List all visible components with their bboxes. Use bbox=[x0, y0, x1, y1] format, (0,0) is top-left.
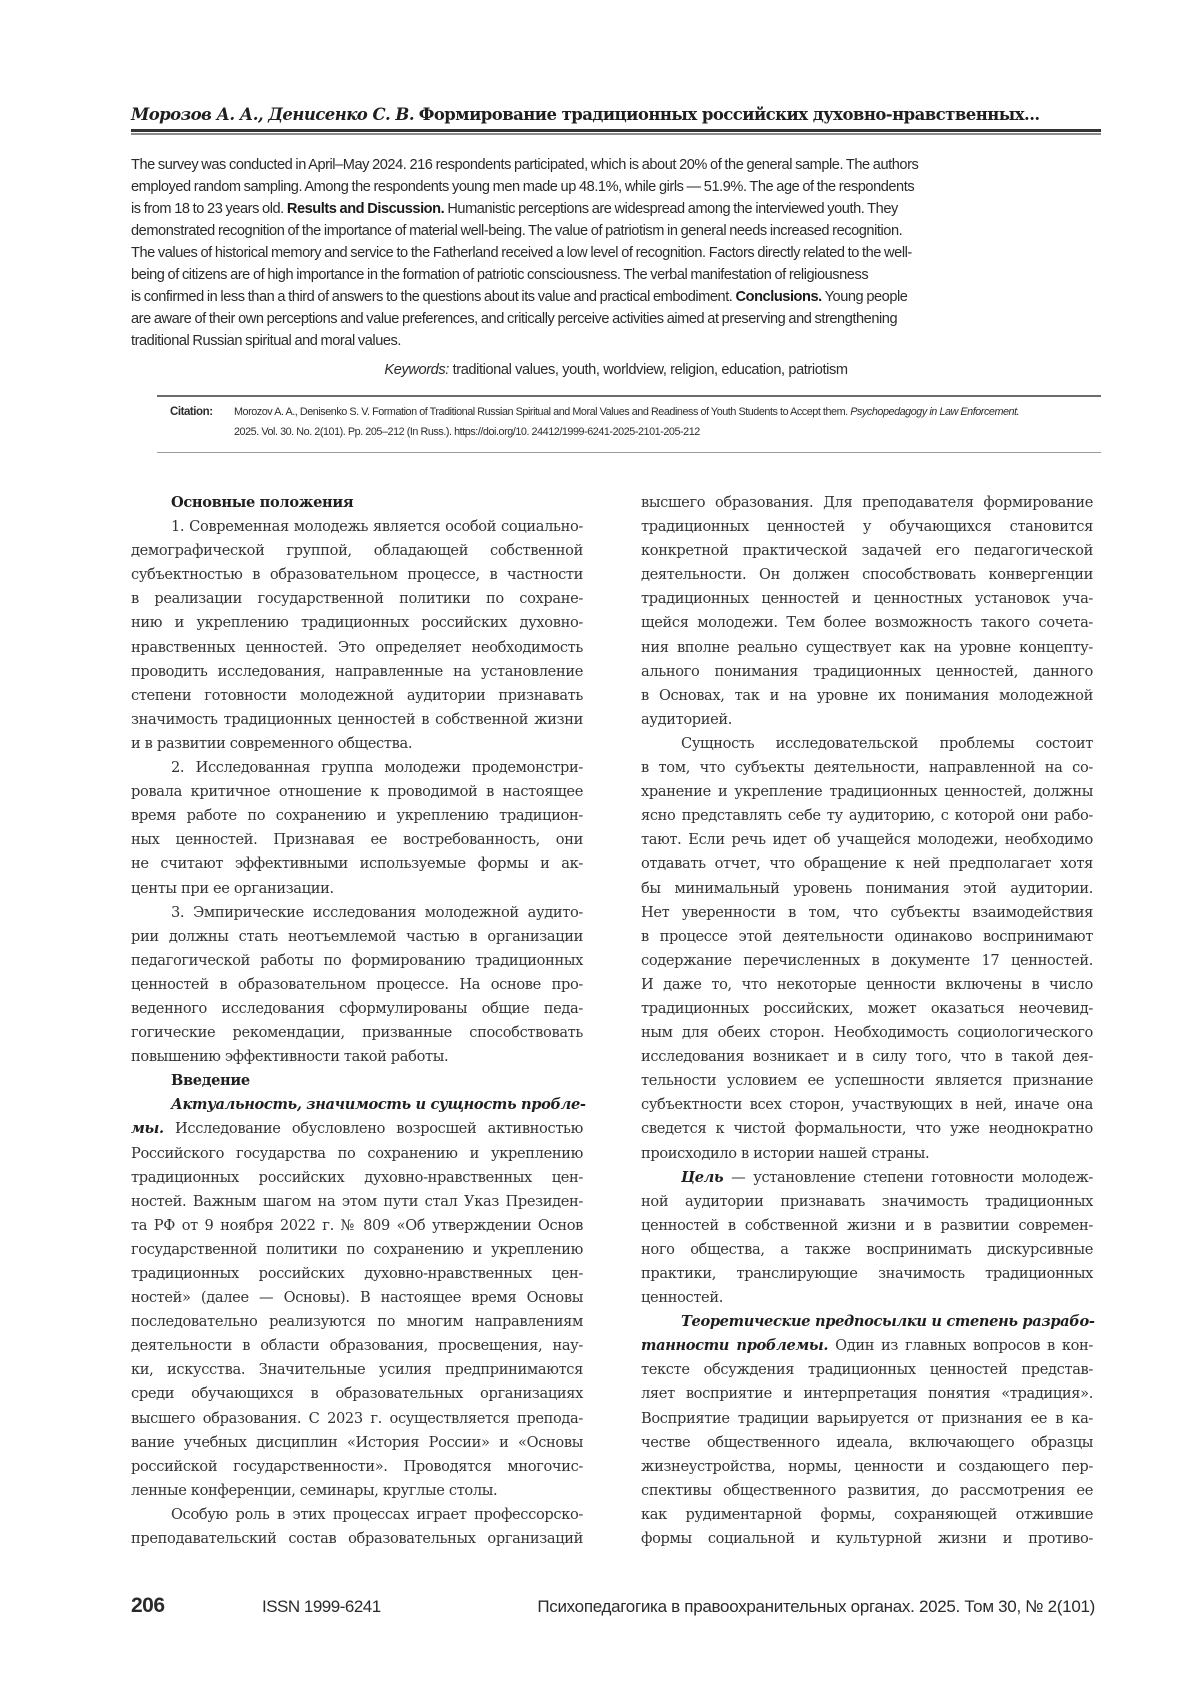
text-line bbox=[131, 1334, 583, 1358]
text-line bbox=[641, 1214, 1093, 1238]
abstract-line bbox=[131, 176, 1101, 198]
body-text: рии должны стать неотъемлемой частью в организации bbox=[131, 927, 583, 945]
text-line bbox=[641, 1142, 1093, 1166]
body-text: тексте обсуждения традиционных ценностей представ- bbox=[641, 1361, 1093, 1379]
text-line bbox=[641, 1310, 1093, 1334]
body-text: в Основах, так и на уровне их понимания молодежной bbox=[641, 686, 1093, 704]
text-line bbox=[131, 1045, 583, 1069]
text-line bbox=[641, 1431, 1093, 1455]
text-line bbox=[641, 1527, 1093, 1551]
text-line bbox=[641, 949, 1093, 973]
subsection-heading: мы. bbox=[131, 1120, 164, 1138]
text-line bbox=[641, 1262, 1093, 1286]
abstract-continuation bbox=[131, 154, 1101, 352]
abstract-line bbox=[131, 308, 1101, 330]
text-line bbox=[641, 611, 1093, 635]
body-text: традиционных российских духовно-нравственных цен- bbox=[131, 1168, 583, 1186]
text-line bbox=[641, 1407, 1093, 1431]
text-line bbox=[641, 1503, 1093, 1527]
body-text: тают. Если речь идет об учащейся молодежи, необходимо bbox=[641, 831, 1093, 849]
text-line bbox=[641, 1358, 1093, 1382]
text-line bbox=[131, 1021, 583, 1045]
subsection-heading: Цель bbox=[681, 1168, 724, 1186]
text-line bbox=[131, 1431, 583, 1455]
text-line bbox=[131, 491, 583, 515]
text-line bbox=[641, 1166, 1093, 1190]
text-line bbox=[641, 708, 1093, 732]
text-line bbox=[641, 973, 1093, 997]
body-text: российской государственности». Проводятся многочис- bbox=[131, 1457, 583, 1475]
text-line bbox=[131, 1358, 583, 1382]
subsection-heading: танности проблемы. bbox=[641, 1337, 829, 1355]
text-line bbox=[131, 708, 583, 732]
body-text: ясно представлять себе ту аудиторию, с которой они рабо- bbox=[641, 807, 1093, 825]
body-text: содержание перечисленных в документе 17 ценностей. bbox=[641, 951, 1093, 969]
text-line bbox=[641, 539, 1093, 563]
abstract-text: is confirmed in less than a third of answers to the questions about its value and practical embodiment. bbox=[131, 289, 736, 305]
keywords-text: traditional values, youth, worldview, religion, education, patriotism bbox=[448, 362, 848, 378]
body-text: время работе по сохранению и укреплению традицион- bbox=[131, 807, 583, 825]
text-line bbox=[131, 539, 583, 563]
body-text: честве общественного идеала, включающего образцы bbox=[641, 1433, 1093, 1451]
body-text: Один из главных вопросов в кон- bbox=[828, 1337, 1093, 1355]
text-line bbox=[131, 756, 583, 780]
text-line bbox=[641, 1286, 1093, 1310]
text-line bbox=[641, 1093, 1093, 1117]
text-line bbox=[641, 732, 1093, 756]
abstract-text: demonstrated recognition of the importance of material well-being. The value of patriotism in general needs increased recognition. bbox=[131, 223, 903, 239]
body-text: ного общества, а также воспринимать дискурсивные bbox=[641, 1240, 1093, 1258]
citation-line-1 bbox=[234, 402, 1100, 422]
text-line bbox=[131, 636, 583, 660]
running-head-title: Формирование традиционных российских духовно-нравственных... bbox=[418, 105, 1040, 124]
body-text: ровала критичное отношение к проводимой в настоящее bbox=[131, 783, 583, 801]
body-text: жизнеустройства, нормы, ценности и создающего пер- bbox=[641, 1457, 1093, 1475]
body-text: Восприятие традиции варьируется от признания ее в ка- bbox=[641, 1409, 1093, 1427]
body-text: педагогической работы по формированию традиционных bbox=[131, 951, 583, 969]
abstract-text: traditional Russian spiritual and moral values. bbox=[131, 333, 401, 349]
text-line bbox=[641, 901, 1093, 925]
text-line bbox=[131, 587, 583, 611]
text-line bbox=[131, 852, 583, 876]
text-line bbox=[131, 1262, 583, 1286]
text-line bbox=[641, 1117, 1093, 1141]
citation-line-2[interactable]: 2025. Vol. 30. No. 2(101). Pp. 205–212 (In Russ.). https://doi.org/10. 24412/1999-6241-2025-2101-205-212 bbox=[234, 426, 700, 438]
text-line bbox=[641, 660, 1093, 684]
text-line bbox=[131, 1455, 583, 1479]
text-line bbox=[131, 1503, 583, 1527]
body-text: высшего образования. С 2023 г. осуществляется препода- bbox=[131, 1409, 583, 1427]
text-line bbox=[131, 828, 583, 852]
body-text: сведется к чистой формальности, что уже неоднократно bbox=[641, 1120, 1093, 1138]
text-line bbox=[131, 901, 583, 925]
text-line bbox=[641, 1479, 1093, 1503]
text-line bbox=[641, 563, 1093, 587]
text-line bbox=[131, 997, 583, 1021]
body-text: спективы общественного развития, до рассмотрения ее bbox=[641, 1481, 1093, 1499]
body-text: субъектности всех сторон, участвующих в ней, иначе она bbox=[641, 1096, 1093, 1114]
text-line bbox=[641, 997, 1093, 1021]
abstract-line bbox=[131, 198, 1101, 220]
body-text: — установление степени готовности молодеж- bbox=[723, 1168, 1093, 1186]
abstract-text: Young people bbox=[821, 289, 908, 305]
abstract-line bbox=[131, 286, 1101, 308]
body-text: центы при ее организации. bbox=[131, 879, 334, 897]
text-line bbox=[641, 756, 1093, 780]
abstract-line bbox=[131, 330, 1101, 352]
body-text: традиционных российских, может оказаться неочевид- bbox=[641, 999, 1093, 1017]
abstract-line bbox=[131, 264, 1101, 286]
text-line bbox=[131, 1407, 583, 1431]
text-line bbox=[641, 804, 1093, 828]
citation-rule-bottom bbox=[157, 452, 1101, 453]
text-line bbox=[131, 684, 583, 708]
body-text: щейся молодежи. Тем более возможность такого сочета- bbox=[641, 614, 1093, 632]
text-line bbox=[131, 1286, 583, 1310]
body-text: Сущность исследовательской проблемы состоит bbox=[681, 734, 1093, 752]
abstract-line bbox=[131, 220, 1101, 242]
abstract-text: are aware of their own perceptions and value preferences, and critically perceive activities aimed at preserving and strengthening bbox=[131, 311, 898, 327]
body-text: деятельности в области образования, просвещения, нау- bbox=[131, 1337, 583, 1355]
text-line bbox=[131, 1479, 583, 1503]
body-column-left bbox=[131, 491, 586, 1551]
body-text: субъектностью в образовательном процессе, в частности bbox=[131, 566, 583, 584]
keywords bbox=[0, 362, 1200, 378]
body-text: происходило в истории нашей страны. bbox=[641, 1144, 930, 1162]
body-text: Особую роль в этих процессах играет профессорско- bbox=[171, 1505, 583, 1523]
text-line bbox=[131, 1142, 583, 1166]
abstract-section-label: Results and Discussion. bbox=[286, 201, 445, 217]
text-line bbox=[131, 515, 583, 539]
text-line bbox=[131, 973, 583, 997]
body-text: ния вполне реально существует как на уровне концепту- bbox=[641, 638, 1093, 656]
abstract-text: employed random sampling. Among the respondents young men made up 48.1%, while girls — 51.9%. The age of the respondents bbox=[131, 179, 915, 195]
text-line bbox=[641, 828, 1093, 852]
text-line bbox=[131, 1190, 583, 1214]
body-text: формы социальной и культурной жизни и противо- bbox=[641, 1530, 1093, 1548]
citation-journal: Psychopedagogy in Law Enforcement. bbox=[850, 406, 1020, 418]
text-line bbox=[641, 780, 1093, 804]
body-text: практики, транслирующие значимость традиционных bbox=[641, 1265, 1093, 1282]
body-text: ным для обеих сторон. Необходимость социологического bbox=[641, 1024, 1093, 1042]
body-text: та РФ от 9 ноября 2022 г. № 809 «Об утверждении Основ bbox=[131, 1216, 583, 1234]
keywords-label: Keywords: bbox=[384, 362, 449, 378]
body-column-right bbox=[641, 491, 1093, 1551]
text-line bbox=[131, 1382, 583, 1406]
body-text: ных ценностей. Признавая ее востребованность, они bbox=[131, 831, 583, 849]
body-text: и в развитии современного общества. bbox=[131, 734, 413, 752]
body-text: Нет уверенности в том, что субъекты взаимодействия bbox=[641, 903, 1093, 921]
text-line bbox=[131, 660, 583, 684]
body-text: 2. Исследованная группа молодежи продемонстри- bbox=[171, 759, 583, 777]
body-text: последовательно реализуются по многим направлениям bbox=[131, 1313, 583, 1331]
text-line bbox=[131, 1214, 583, 1238]
body-text: вание учебных дисциплин «История России» и «Основы bbox=[131, 1433, 583, 1451]
text-line bbox=[641, 1455, 1093, 1479]
issn: ISSN 1999-6241 bbox=[262, 1597, 381, 1616]
text-line bbox=[131, 1069, 583, 1093]
text-line bbox=[131, 877, 583, 901]
citation-rule-top bbox=[157, 395, 1101, 397]
body-text: нию и укреплению традиционных российских духовно- bbox=[131, 614, 583, 632]
abstract-section-label: Conclusions. bbox=[735, 289, 822, 305]
text-line bbox=[641, 636, 1093, 660]
body-text: бы минимальный уровень понимания этой аудитории. bbox=[641, 879, 1093, 897]
body-text: демографической группой, обладающей собственной bbox=[131, 542, 583, 560]
header-rule-thick bbox=[131, 129, 1101, 132]
abstract-text: The survey was conducted in April–May 2024. 216 respondents participated, which is about 20% of the general sample. The authors bbox=[131, 157, 919, 173]
body-text: в процессе этой деятельности одинаково воспринимают bbox=[641, 927, 1093, 945]
abstract-text: being of citizens are of high importance in the formation of patriotic consciousness. The verbal manifestation of religiousness bbox=[131, 267, 869, 283]
body-text: преподавательский состав образовательных организаций bbox=[131, 1530, 583, 1548]
abstract-text: is from 18 to 23 years old. bbox=[131, 201, 287, 217]
body-text: ального понимания традиционных ценностей, данного bbox=[641, 662, 1093, 680]
text-line bbox=[131, 949, 583, 973]
body-text: ки, искусства. Значительные усилия предпринимаются bbox=[131, 1361, 583, 1379]
text-line bbox=[131, 925, 583, 949]
text-line bbox=[641, 1069, 1093, 1093]
text-line bbox=[131, 732, 583, 756]
text-line bbox=[131, 780, 583, 804]
body-text: 3. Эмпирические исследования молодежной аудито- bbox=[171, 903, 583, 921]
text-line bbox=[641, 1334, 1093, 1358]
body-text: гогические рекомендации, призванные способствовать bbox=[131, 1024, 583, 1042]
header-rule-thin bbox=[131, 133, 1101, 135]
body-text: среди обучающихся в образовательных организациях bbox=[131, 1385, 583, 1403]
page-number: 206 bbox=[131, 1594, 165, 1617]
text-line bbox=[641, 587, 1093, 611]
text-line bbox=[131, 1238, 583, 1262]
body-text: не считают эффективными используемые формы и ак- bbox=[131, 855, 583, 873]
body-text: повышению эффективности такой работы. bbox=[131, 1048, 449, 1066]
text-line bbox=[641, 515, 1093, 539]
body-text: как рудиментарной формы, сохраняющей отжившие bbox=[641, 1505, 1093, 1523]
text-line bbox=[641, 1021, 1093, 1045]
body-text: аудиторией. bbox=[641, 710, 733, 728]
text-line bbox=[131, 1166, 583, 1190]
body-text: 1. Современная молодежь является особой социально- bbox=[171, 518, 583, 536]
text-line bbox=[131, 1117, 583, 1141]
abstract-text: Humanistic perceptions are widespread among the interviewed youth. They bbox=[444, 201, 898, 217]
body-text: исследования возникает и в силу того, что в такой дея- bbox=[641, 1048, 1093, 1066]
body-text: веденного исследования сформулированы общие педа- bbox=[131, 999, 583, 1017]
running-head-authors: Морозов А. А., Денисенко С. В. bbox=[131, 105, 415, 124]
body-text: в реализации государственной политики по сохране- bbox=[131, 590, 583, 608]
body-text: традиционных российских духовно-нравственных цен- bbox=[131, 1265, 583, 1282]
body-text: тельности условием ее успешности является признание bbox=[641, 1072, 1093, 1090]
body-text: ляет восприятие и интерпретация понятия «традиция». bbox=[641, 1385, 1093, 1403]
text-line bbox=[131, 1310, 583, 1334]
section-heading: Основные положения bbox=[171, 494, 354, 511]
body-text: ценностей. bbox=[641, 1289, 724, 1307]
body-text: ленные конференции, семинары, круглые столы. bbox=[131, 1481, 498, 1499]
text-line bbox=[641, 1045, 1093, 1069]
section-heading: Введение bbox=[171, 1072, 250, 1090]
body-text: в том, что субъекты деятельности, направленной на со- bbox=[641, 759, 1093, 777]
text-line bbox=[131, 611, 583, 635]
subsection-heading: Теоретические предпосылки и степень разрабо- bbox=[681, 1313, 1095, 1331]
journal-issue: Психопедагогика в правоохранительных органах. 2025. Том 30, № 2(101) bbox=[537, 1597, 1095, 1616]
text-line bbox=[641, 877, 1093, 901]
running-head bbox=[131, 104, 1101, 126]
text-line bbox=[641, 1238, 1093, 1262]
body-text: отдавать отчет, что обращение к ней предполагает хотя bbox=[641, 855, 1093, 873]
body-text: ценностей в образовательном процессе. На основе про- bbox=[131, 975, 583, 993]
abstract-text: The values of historical memory and service to the Fatherland received a low level of recognition. Factors directly related to the well- bbox=[131, 245, 912, 261]
text-line bbox=[131, 1527, 583, 1551]
body-text: хранение и укрепление традиционных ценностей, должны bbox=[641, 783, 1093, 801]
text-line bbox=[131, 563, 583, 587]
body-text: значимость традиционных ценностей в собственной жизни bbox=[131, 710, 583, 728]
abstract-line bbox=[131, 154, 1101, 176]
body-text: деятельности. Он должен способствовать конвергенции bbox=[641, 566, 1093, 584]
body-text: ностей. Важным шагом на этом пути стал Указ Президен- bbox=[131, 1192, 583, 1210]
body-text: ностей» (далее — Основы). В настоящее время Основы bbox=[131, 1289, 583, 1307]
body-text: И даже то, что некоторые ценности включены в число bbox=[641, 975, 1093, 993]
body-text: Исследование обусловлено возросшей активностью bbox=[163, 1120, 583, 1138]
body-text: ной аудитории признавать значимость традиционных bbox=[641, 1192, 1093, 1210]
text-line bbox=[641, 491, 1093, 515]
body-text: степени готовности молодежной аудитории признавать bbox=[131, 686, 583, 704]
abstract-line bbox=[131, 242, 1101, 264]
body-text: ценностей в собственной жизни и в развитии современ- bbox=[641, 1216, 1093, 1234]
body-text: проводить исследования, направленные на установление bbox=[131, 662, 583, 680]
body-text: Российского государства по сохранению и укреплению bbox=[131, 1144, 583, 1162]
text-line bbox=[131, 804, 583, 828]
body-text: государственной политики по сохранению и укреплению bbox=[131, 1240, 583, 1258]
body-text: традиционных ценностей и ценностных установок уча- bbox=[641, 590, 1093, 608]
body-text: нравственных ценностей. Это определяет необходимость bbox=[131, 638, 583, 656]
text-line bbox=[131, 1093, 586, 1117]
body-text: конкретной практической задачей его педагогической bbox=[641, 542, 1093, 560]
text-line bbox=[641, 852, 1093, 876]
text-line bbox=[641, 1190, 1093, 1214]
page-footer bbox=[131, 1594, 1101, 1624]
citation-body bbox=[234, 402, 1100, 442]
text-line bbox=[641, 1382, 1093, 1406]
body-text: традиционных ценностей у обучающихся становится bbox=[641, 518, 1093, 536]
citation-reference: Morozov A. A., Denisenko S. V. Formation of Traditional Russian Spiritual and Moral Values and Readiness of Youth Students to Accept them. bbox=[234, 406, 851, 418]
text-line bbox=[641, 925, 1093, 949]
subsection-heading: Актуальность, значимость и сущность пробле- bbox=[171, 1096, 586, 1114]
body-text: высшего образования. Для преподавателя формирование bbox=[641, 494, 1093, 511]
citation-label: Citation: bbox=[170, 406, 213, 418]
text-line bbox=[641, 684, 1093, 708]
